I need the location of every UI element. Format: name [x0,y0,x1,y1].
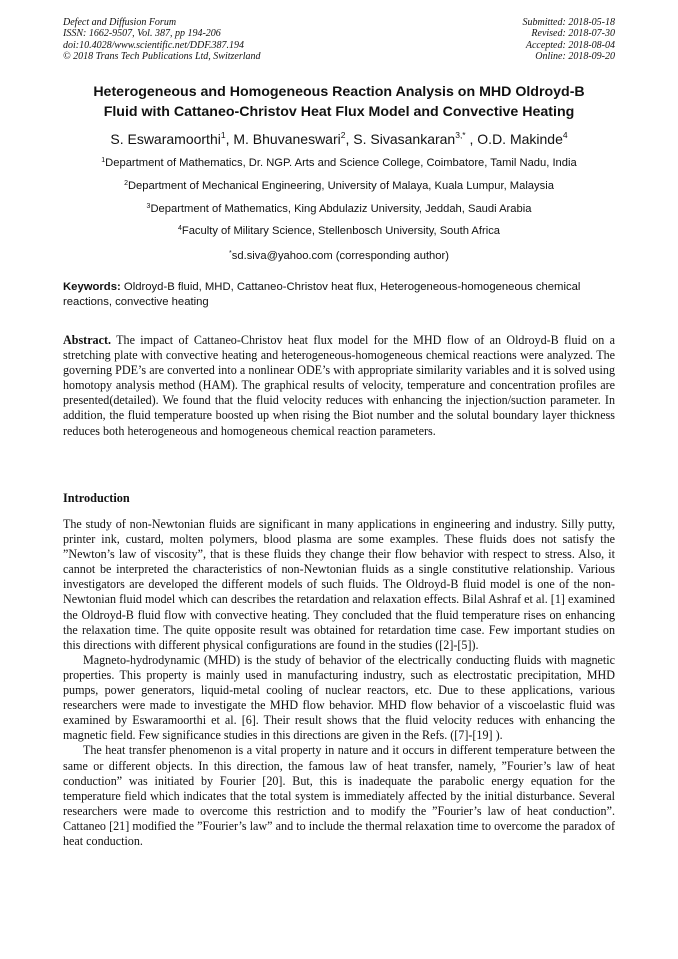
submitted-date: Submitted: 2018-05-18 [522,17,615,28]
section-heading-introduction: Introduction [63,491,130,505]
introduction-body [63,517,615,849]
abstract-text: The impact of Cattaneo-Christov heat flux model for the MHD flow of an Oldroyd-B fluid on a stretching plate with convective heating and heterogeneous-homogeneous chemical reactions were analyzed. The governing PDE’s are converted into a nonlinear ODE’s with appropriate similarity variables and it is solved using homotopy analysis method (HAM). The graphical results of velocity, temperature and concentration profiles are presented(detailed). We found that the fluid velocity reduces with enhancing the injection/suction parameter. In addition, the fluid temperature boosted up when rising the Biot number and the solutal boundary layer thickness reduces both heterogeneous and homogeneous chemical reaction parameters. [63,333,615,438]
paragraph: The heat transfer phenomenon is a vital property in nature and it occurs in different temperature between the same or different objects. In this direction, the famous law of heat transfer, namely, ”Fourier’s law of heat conduction” was initiated by Fourier [20]. But, this is inadequate the parabolic energy equation for the temperature field which indicates that the total system is immediately affected by the initial disturbance. Several researchers were made to overcome this restriction and to modify the ”Fourier’s law of heat conduction”. Cattaneo [21] modified the ”Fourier’s law” and to include the thermal relaxation time to overcome the paradox of heat conduction. [63,743,615,848]
affiliation-1 [30,156,648,170]
keywords-text: Oldroyd-B fluid, MHD, Cattaneo-Christov heat flux, Heterogeneous-homogeneous chemical reactions, convective heating [63,281,581,308]
affiliation-mark: 2 [124,180,128,187]
affiliation-mark: 4 [177,225,182,232]
affiliation-3 [30,202,648,216]
affiliation-mark: 3 [146,203,151,210]
journal-info [63,17,261,63]
online-date: Online: 2018-09-20 [535,51,615,63]
keywords-label: Keywords: [63,281,121,293]
title-line-2: Fluid with Cattaneo-Christov Heat Flux Model and Convective Heating [103,103,575,120]
author-name: M. Bhuvaneswari [233,131,341,147]
author-affiliation-mark: 3,* [455,130,466,140]
issn-line: ISSN: 1662-9507, Vol. 387, pp 194-206 [63,28,221,40]
keywords [63,280,615,310]
revised-date: Revised: 2018-07-30 [531,28,615,40]
author-separator: , [225,131,234,147]
author-name: O.D. Makinde [477,131,563,147]
affiliation-4 [30,224,648,238]
author-name: S. Sivasankaran [353,131,456,147]
affiliation-text: Department of Mathematics, King Abdulaziz University, Jeddah, Saudi Arabia [150,203,532,215]
author-separator: , [345,131,354,147]
submission-dates [523,17,616,63]
author-name: S. Eswaramoorthi [110,131,221,147]
paragraph: Magneto-hydrodynamic (MHD) is the study of behavior of the electrically conducting fluids with magnetic properties. This property is mainly used in manufacturing industry, such as electrostatic precipitation, MHD pumps, power generators, liquid-metal cooling of nuclear reactors, etc. Due to these applications, various researchers were made to investigate the MHD flow behavior. MHD flow behavior of a viscoelastic fluid was examined by Eswaramoorthi et al. [6]. Their result shows that the fluid velocity reduces with enhancing the magnetic field. Few significance studies in this directions are given in the Refs. ([7]-[19] ). [63,652,615,743]
paragraph: The study of non-Newtonian fluids are significant in many applications in engineering and industry. Silly putty, printer ink, custard, molten polymers, blood plasma are some examples. These fluids does not satisfy the ”Newton’s law of viscosity”, that is these fluids they change their flow behavior with respect to stress. Also, it cannot be interpreted the characteristics of non-Newtonian fluids as a single constitutive relationship. Various investigators are developed the different models of such fluids. The Oldroyd-B fluid model is one of the non-Newtonian fluid model which can describes the retardation and relaxation effects. Bilal Ashraf et al. [1] examined the Oldroyd-B fluid flow with convective heating. They concluded that the fluid temperature rises on enhancing the relaxation time. The quite opposite result was obtained for retardation time case. Few important studies on this directions with different physical configurations are found in the studies ([2]-[5]). [63,517,615,652]
corresponding-mark: * [229,250,232,257]
affiliation-2 [30,179,648,193]
author-affiliation-mark: 2 [340,130,346,140]
author-affiliation-mark: 1 [220,130,226,140]
journal-name: Defect and Diffusion Forum [63,17,177,28]
paper-title [40,83,638,122]
affiliation-mark: 1 [101,157,106,164]
affiliation-text: Department of Mathematics, Dr. NGP. Arts and Science College, Coimbatore, Tamil Nadu, India [105,157,577,169]
abstract [63,333,615,439]
author-affiliation-mark: 4 [562,130,568,140]
corresponding-email: sd.siva@yahoo.com (corresponding author) [231,250,449,262]
author-list [30,130,648,148]
accepted-date: Accepted: 2018-08-04 [525,39,615,51]
affiliation-text: Department of Mechanical Engineering, University of Malaya, Kuala Lumpur, Malaysia [127,180,554,192]
author-separator: , [465,131,478,147]
copyright-line: © 2018 Trans Tech Publications Ltd, Switzerland [63,51,261,63]
corresponding-author [30,249,648,263]
title-line-1: Heterogeneous and Homogeneous Reaction Analysis on MHD Oldroyd-B [93,84,585,100]
affiliation-text: Faculty of Military Science, Stellenbosch University, South Africa [181,225,501,237]
doi-line: doi:10.4028/www.scientific.net/DDF.387.194 [63,39,245,51]
abstract-label: Abstract. [63,333,112,347]
